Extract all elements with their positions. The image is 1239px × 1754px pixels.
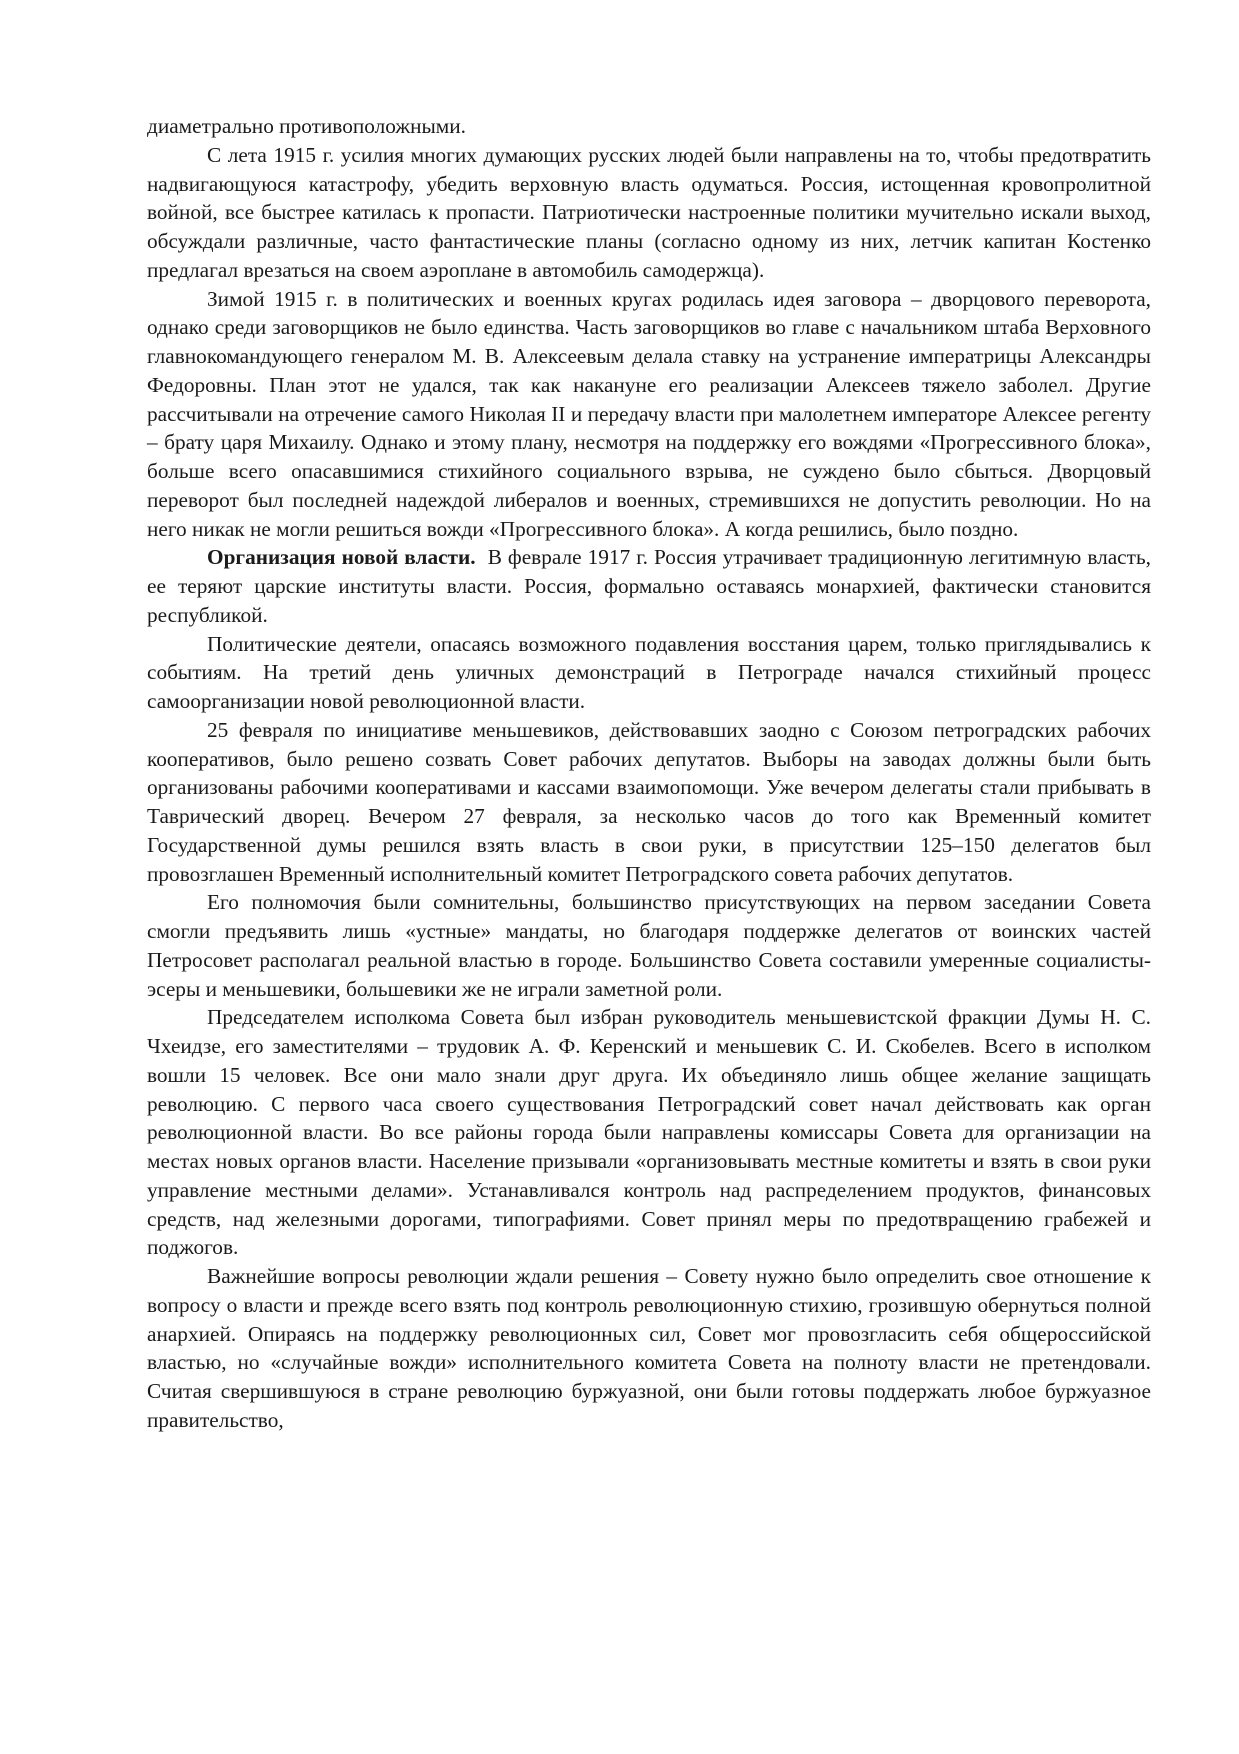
paragraph: С лета 1915 г. усилия многих думающих русских людей были направлены на то, чтобы предотвратить надвигающуюся катастрофу, убедить верховную власть одуматься. Россия, истощенная кровопролитной войной, все быстрее катилась к пропасти. Патриотически настроенные политики мучительно искали выход, обсуждали различные, часто фантастические планы (согласно одному из них, летчик капитан Костенко предлагал врезаться на своем аэроплане в автомобиль самодержца). (147, 142, 1151, 282)
paragraph-with-heading (147, 543, 1151, 629)
paragraph-text: В феврале 1917 г. Россия утрачивает традиционную легитимную власть, ее теряют царские институты власти. Россия, формально оставаясь монархией, фактически становится республикой. (147, 545, 1151, 627)
paragraph: Его полномочия были сомнительны, большинство присутствующих на первом заседании Совета смогли предъявить лишь «устные» мандаты, но благодаря поддержке делегатов от воинских частей Петросовет располагал реальной властью в городе. Большинство Совета составили умеренные социалисты-эсеры и меньшевики, большевики же не играли заметной роли. (147, 890, 1151, 1001)
paragraph: Важнейшие вопросы революции ждали решения – Совету нужно было определить свое отношение к вопросу о власти и прежде всего взять под контроль революционную стихию, грозившую обернуться полной анархией. Опираясь на поддержку революционных сил, Совет мог провозгласить себя общероссийской властью, но «случайные вожди» исполнительного комитета Совета на полноту власти не претендовали. Считая свершившуюся в стране революцию буржуазной, они были готовы поддержать любое буржуазное правительство, (147, 1264, 1151, 1432)
section-heading: Организация новой власти. (207, 545, 476, 570)
document-page (147, 112, 1151, 1435)
paragraph: диаметрально противоположными. (147, 114, 466, 138)
paragraph: Председателем исполкома Совета был избран руководитель меньшевистской фракции Думы Н. С. Чхеидзе, его заместителями – трудовик А. Ф. Керенский и меньшевик С. И. Скобелев. Всего в исполком вошли 15 человек. Все они мало знали друг друга. Их объединяло лишь общее желание защищать революцию. С первого часа своего существования Петроградский совет начал действовать как орган революционной власти. Во все районы города были направлены комиссары Совета для организации на местах новых органов власти. Население призывали «организовывать местные комитеты и взять в свои руки управление местными делами». Устанавливался контроль над распределением продуктов, финансовых средств, над железными дорогами, типографиями. Совет принял меры по предотвращению грабежей и поджогов. (147, 1005, 1151, 1260)
paragraph: Зимой 1915 г. в политических и военных кругах родилась идея заговора – дворцового переворота, однако среди заговорщиков не было единства. Часть заговорщиков во главе с начальником штаба Верховного главнокомандующего генералом М. В. Алексеевым делала ставку на устранение императрицы Александры Федоровны. План этот не удался, так как накануне его реализации Алексеев тяжело заболел. Другие рассчитывали на отречение самого Николая II и передачу власти при малолетнем императоре Алексее регенту – брату царя Михаилу. Однако и этому плану, несмотря на поддержку его вождями «Прогрессивного блока», больше всего опасавшимися стихийного социального взрыва, не суждено было сбыться. Дворцовый переворот был последней надеждой либералов и военных, стремившихся не допустить революции. Но на него никак не могли решиться вожди «Прогрессивного блока». А когда решились, было поздно. (147, 286, 1151, 541)
paragraph: 25 февраля по инициативе меньшевиков, действовавших заодно с Союзом петроградских рабочих кооперативов, было решено созвать Совет рабочих депутатов. Выборы на заводах должны были быть организованы рабочими кооперативами и кассами взаимопомощи. Уже вечером делегаты стали прибывать в Таврический дворец. Вечером 27 февраля, за несколько часов до того как Временный комитет Государственной думы решился взять власть в свои руки, в присутствии 125–150 делегатов был провозглашен Временный исполнительный комитет Петроградского совета рабочих депутатов. (147, 717, 1151, 886)
paragraph: Политические деятели, опасаясь возможного подавления восстания царем, только приглядывались к событиям. На третий день уличных демонстраций в Петрограде начался стихийный процесс самоорганизации новой революционной власти. (147, 631, 1151, 713)
